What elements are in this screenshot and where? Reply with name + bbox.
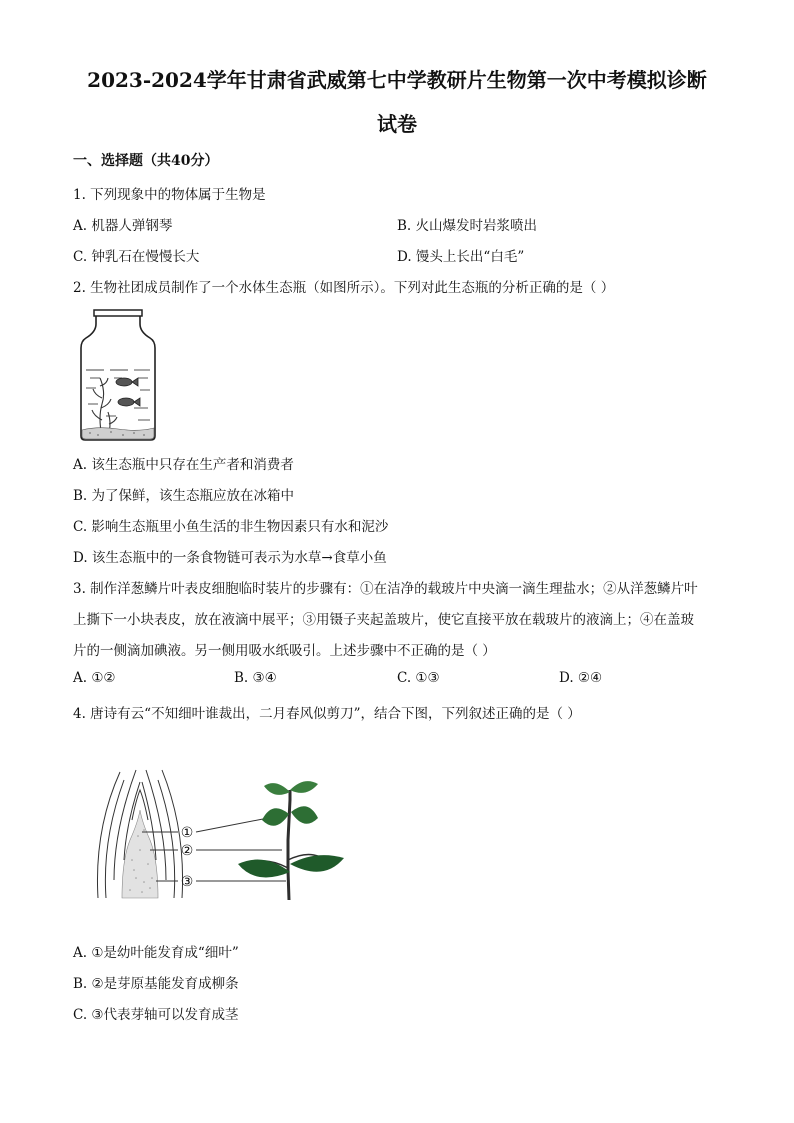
label-1: ①	[180, 825, 194, 841]
q3-option-c: C. ①③	[397, 670, 440, 686]
q2-option-b: B. 为了保鲜，该生态瓶应放在冰箱中	[73, 488, 295, 504]
q3-stem-line2: 上撕下一小块表皮，放在液滴中展平；③用镊子夹起盖玻片，使它直接平放在载玻片的液滴上；④在盖玻	[73, 612, 694, 628]
q1-option-d: D. 馒头上长出“白毛”	[397, 249, 525, 265]
q4-option-a: A. ①是幼叶能发育成“细叶”	[73, 945, 239, 961]
bud-and-shoot-figure	[92, 760, 352, 910]
q3-option-b: B. ③④	[234, 670, 277, 686]
label-2: ②	[180, 843, 194, 859]
q4-option-c: C. ③代表芽轴可以发育成茎	[73, 1007, 239, 1023]
q3-stem-line1: 3. 制作洋葱鳞片叶表皮细胞临时装片的步骤有：①在洁净的载玻片中央滴一滴生理盐水；②从洋葱鳞片叶	[73, 581, 698, 597]
q1-stem: 1. 下列现象中的物体属于生物是	[73, 187, 266, 203]
q3-option-a: A. ①②	[73, 670, 116, 686]
q4-option-b: B. ②是芽原基能发育成柳条	[73, 976, 239, 992]
q2-option-c: C. 影响生态瓶里小鱼生活的非生物因素只有水和泥沙	[73, 519, 389, 535]
paper-title-line2: 试卷	[377, 112, 417, 136]
q1-option-a: A. 机器人弹钢琴	[73, 218, 173, 234]
q1-option-c: C. 钟乳石在慢慢长大	[73, 249, 200, 265]
q3-option-d: D. ②④	[559, 670, 603, 686]
section-heading: 一、选择题（共40分）	[73, 153, 219, 169]
q2-option-d: D. 该生态瓶中的一条食物链可表示为水草→食草小鱼	[73, 550, 387, 566]
q1-option-b: B. 火山爆发时岩浆喷出	[397, 218, 538, 234]
paper-title-line1: 2023-2024学年甘肃省武威第七中学教研片生物第一次中考模拟诊断	[87, 68, 707, 92]
fish-icon	[116, 378, 138, 386]
label-3: ③	[180, 874, 194, 890]
q4-stem: 4. 唐诗有云“不知细叶谁裁出，二月春风似剪刀”，结合下图，下列叙述正确的是（ ）	[73, 706, 581, 722]
ecosystem-bottle-figure	[78, 308, 158, 442]
q2-option-a: A. 该生态瓶中只存在生产者和消费者	[73, 457, 294, 473]
q3-stem-line3: 片的一侧滴加碘液。另一侧用吸水纸吸引。上述步骤中不正确的是（ ）	[73, 643, 496, 659]
shoot-diagram	[238, 781, 344, 900]
q2-stem: 2. 生物社团成员制作了一个水体生态瓶（如图所示）。下列对此生态瓶的分析正确的是（ ）	[73, 280, 615, 296]
